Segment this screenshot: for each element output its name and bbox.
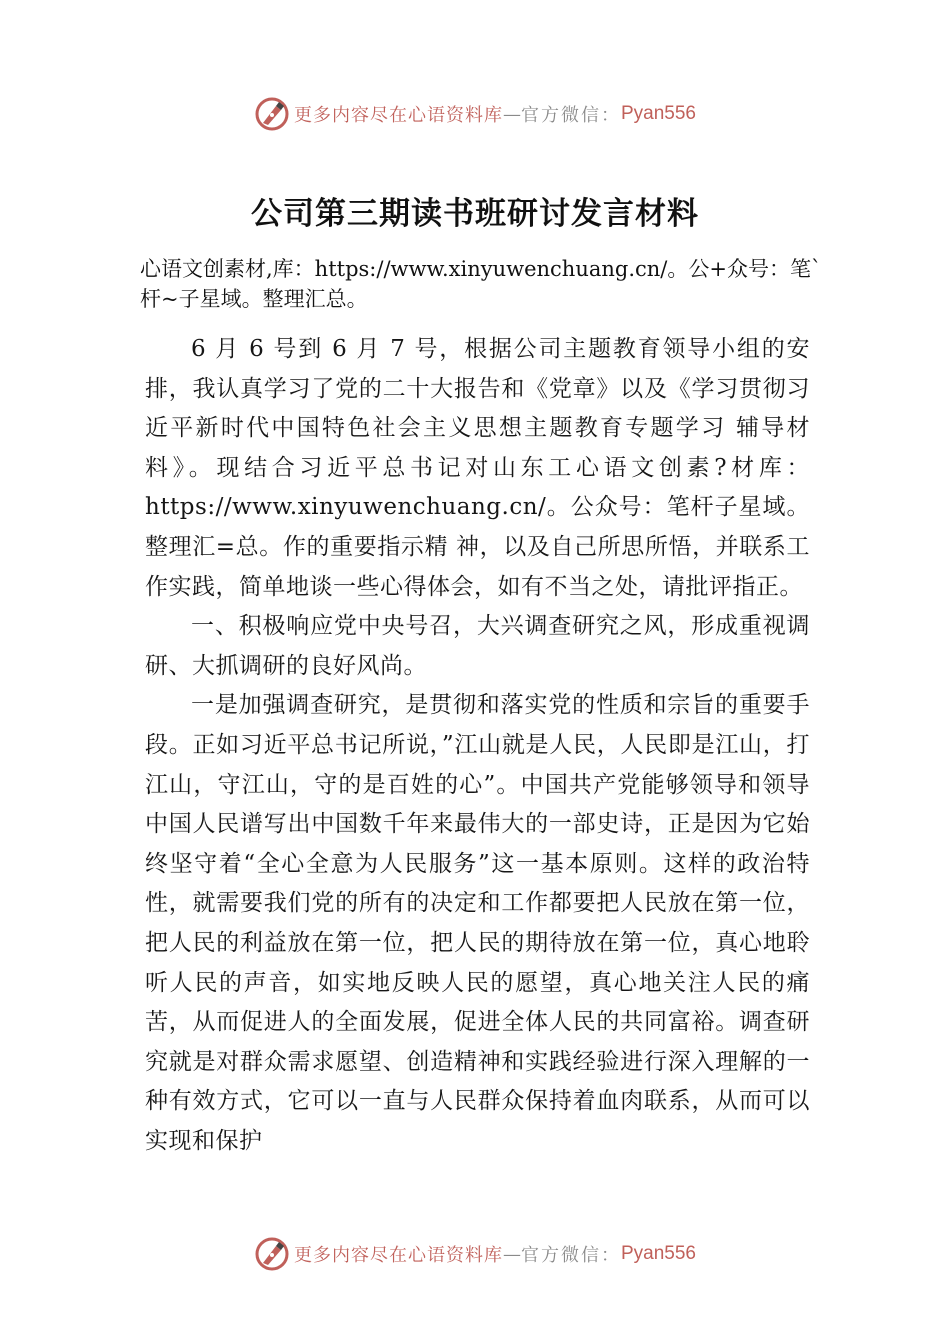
header-banner [0,92,950,136]
banner-wechat-id: Pyan556 [620,1243,696,1264]
source-line: 心语文创素材,库：https://www.xinyuwenchuang.cn/。公+众号：笔`杆~子星域。整理汇总。 [140,257,822,311]
banner-wechat-id: Pyan556 [620,103,696,124]
paragraph-intro: 6 月 6 号到 6 月 7 号，根据公司主题教育领导小组的安排，我认真学习了党的二十大报告和《党章》以及《学习贯彻习近平新时代中国特色社会主义思想主题教育专题学习 辅导材料》。现结合习近平总书记对山东工心语文创素?材库：https://www.xinyuwenchuang.cn/。公众号：笔杆子星域。整理汇=总。作的重要指示精 神，以及自己所思所悟，并联系工作实践，简单地谈一些心得体会，如有不当之处，请批评指正。 [145,336,810,600]
banner-brand-text: 更多内容尽在心语资料库 [293,105,503,126]
fountain-pen-logo-icon [254,1236,290,1272]
banner-dash: — [502,1243,521,1265]
banner-dash: — [502,103,521,125]
footer-banner [0,1232,950,1276]
paragraph-point-1: 一是加强调查研究，是贯彻和落实党的性质和宗旨的重要手段。正如习近平总书记所说，”江山就是人民，人民即是江山，打江山，守江山，守的是百姓的心”。中国共产党能够领导和领导中国人民谱写出中国数千年来最伟大的一部史诗，正是因为它始终坚守着“全心全意为人民服务”这一基本原则。这样的政治特性，就需要我们党的所有的决定和工作都要把人民放在第一位，把人民的利益放在第一位，把人民的期待放在第一位，真心地聆听人民的声音，如实地反映人民的愿望，真心地关注人民的痛苦，从而促进人的全面发展，促进全体人民的共同富裕。调查研究就是对群众需求愿望、创造精神和实践经验进行深入理解的一种有效方式，它可以一直与人民群众保持着血肉联系，从而可以实现和保护 [145,692,810,1154]
banner-brand-text: 更多内容尽在心语资料库 [293,1245,503,1266]
paragraph-heading-1: 一、积极响应党中央号召，大兴调查研究之风，形成重视调研、大抓调研的良好风尚。 [145,613,810,679]
document-body [145,330,810,1161]
fountain-pen-logo-icon [254,96,290,132]
document-title: 公司第三期读书班研讨发言材料 [251,196,699,232]
banner-wechat-label: 官方微信： [520,1245,621,1266]
banner-wechat-label: 官方微信： [520,105,621,126]
